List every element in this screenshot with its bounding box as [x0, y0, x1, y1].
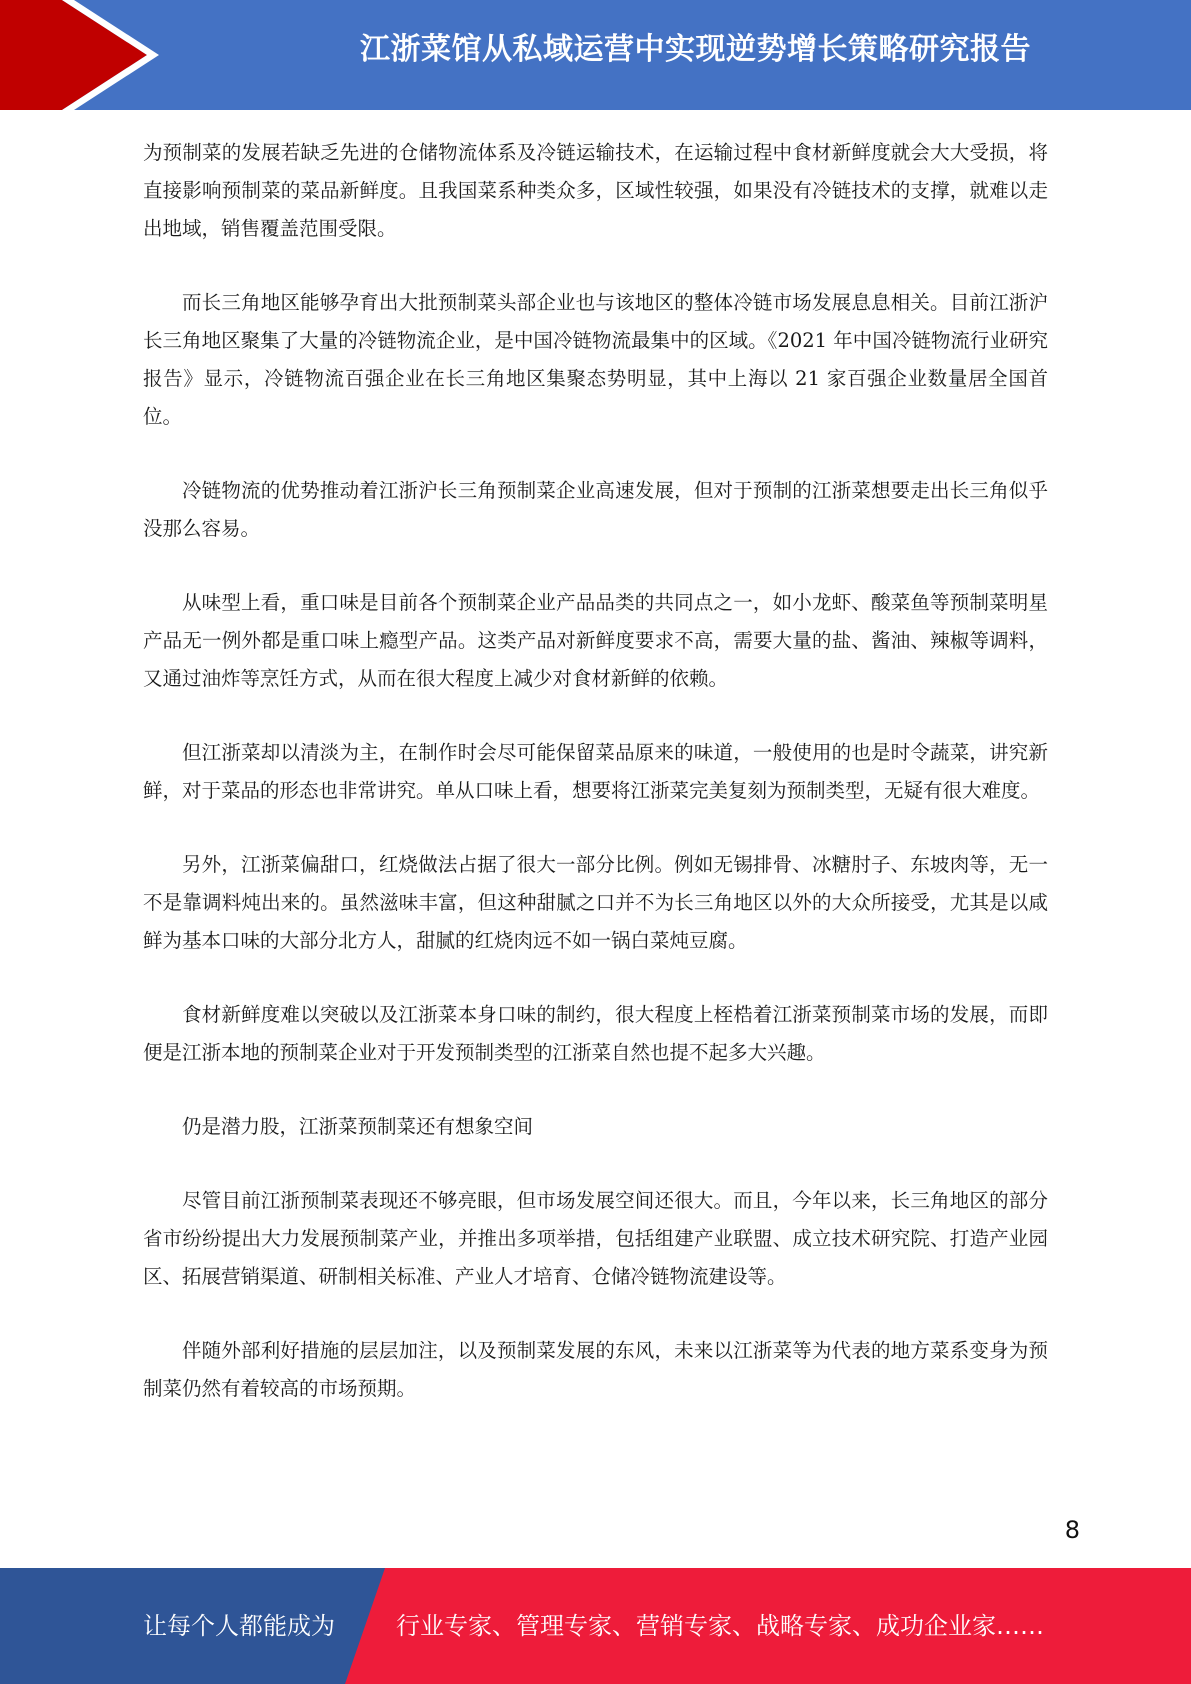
footer-slogan-lead: 让每个人都能成为: [143, 1612, 335, 1640]
report-body: [143, 134, 1048, 1444]
footer-slogan-roles: 行业专家、管理专家、营销专家、战略专家、成功企业家……: [396, 1612, 1044, 1640]
paragraph: 从味型上看，重口味是目前各个预制菜企业产品品类的共同点之一，如小龙虾、酸菜鱼等预制菜明星产品无一例外都是重口味上瘾型产品。这类产品对新鲜度要求不高，需要大量的盐、酱油、辣椒等调料，又通过油炸等烹饪方式，从而在很大程度上减少对食材新鲜的依赖。: [143, 591, 1048, 690]
paragraph: 但江浙菜却以清淡为主，在制作时会尽可能保留菜品原来的味道，一般使用的也是时令蔬菜，讲究新鲜，对于菜品的形态也非常讲究。单从口味上看，想要将江浙菜完美复刻为预制类型，无疑有很大难度。: [143, 741, 1048, 802]
paragraph: 冷链物流的优势推动着江浙沪长三角预制菜企业高速发展，但对于预制的江浙菜想要走出长三角似乎没那么容易。: [143, 479, 1048, 540]
paragraph: 食材新鲜度难以突破以及江浙菜本身口味的制约，很大程度上桎梏着江浙菜预制菜市场的发展，而即便是江浙本地的预制菜企业对于开发预制类型的江浙菜自然也提不起多大兴趣。: [143, 1003, 1048, 1064]
section-heading: 仍是潜力股，江浙菜预制菜还有想象空间: [182, 1115, 534, 1138]
page-number: 8: [1064, 1516, 1080, 1544]
paragraph: 为预制菜的发展若缺乏先进的仓储物流体系及冷链运输技术，在运输过程中食材新鲜度就会大大受损，将直接影响预制菜的菜品新鲜度。且我国菜系种类众多，区域性较强，如果没有冷链技术的支撑，就难以走出地域，销售覆盖范围受限。: [143, 141, 1048, 240]
paragraph: 而长三角地区能够孕育出大批预制菜头部企业也与该地区的整体冷链市场发展息息相关。目前江浙沪长三角地区聚集了大量的冷链物流企业，是中国冷链物流最集中的区域。《2021 年中国冷链物流行业研究报告》显示，冷链物流百强企业在长三角地区集聚态势明显，其中上海以 21 家百强企业数量居全国首位。: [143, 291, 1048, 428]
paragraph: 伴随外部利好措施的层层加注，以及预制菜发展的东风，未来以江浙菜等为代表的地方菜系变身为预制菜仍然有着较高的市场预期。: [143, 1339, 1048, 1400]
page-header: [0, 0, 1191, 110]
document-title: 江浙菜馆从私域运营中实现逆势增长策略研究报告: [360, 32, 1031, 67]
page-footer: [0, 1568, 1191, 1684]
paragraph: 尽管目前江浙预制菜表现还不够亮眼，但市场发展空间还很大。而且，今年以来，长三角地区的部分省市纷纷提出大力发展预制菜产业，并推出多项举措，包括组建产业联盟、成立技术研究院、打造产业园区、拓展营销渠道、研制相关标准、产业人才培育、仓储冷链物流建设等。: [143, 1189, 1048, 1288]
paragraph: 另外，江浙菜偏甜口，红烧做法占据了很大一部分比例。例如无锡排骨、冰糖肘子、东坡肉等，无一不是靠调料炖出来的。虽然滋味丰富，但这种甜腻之口并不为长三角地区以外的大众所接受，尤其是以咸鲜为基本口味的大部分北方人，甜腻的红烧肉远不如一锅白菜炖豆腐。: [143, 853, 1048, 952]
